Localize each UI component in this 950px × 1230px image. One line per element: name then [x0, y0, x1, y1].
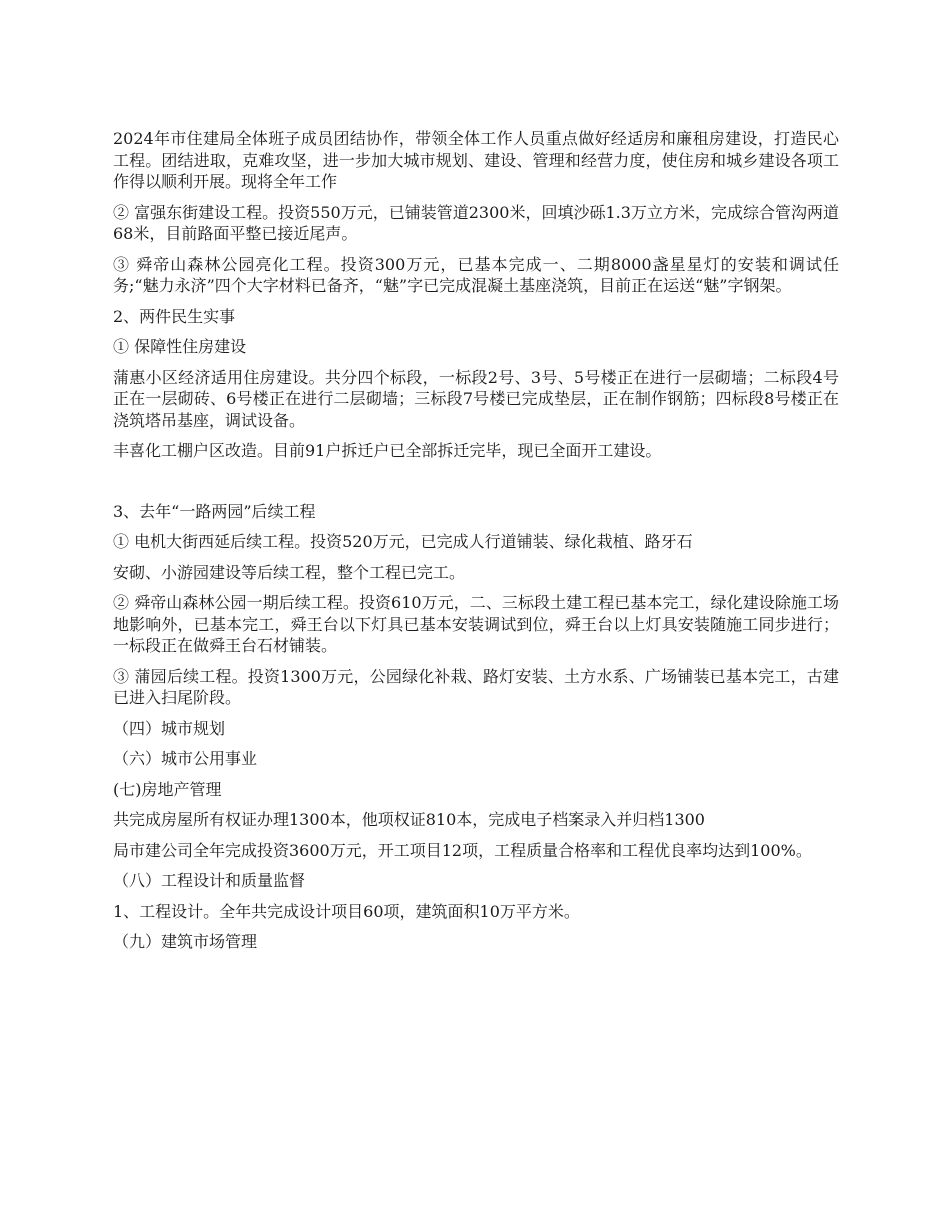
heading-design-quality: （八）工程设计和质量监督	[113, 871, 306, 890]
heading-public-utilities: （六）城市公用事业	[113, 749, 258, 768]
paragraph-construction-company: 局市建公司全年完成投资3600万元，开工项目12项，工程质量合格率和工程优良率均达到100%。	[113, 840, 812, 860]
heading-real-estate: (七)房地产管理	[113, 779, 222, 799]
heading-affordable-housing: ① 保障性住房建设	[113, 337, 247, 356]
paragraph-shundi-phase-one: ② 舜帝山森林公园一期后续工程。投资610万元，二、三标段土建工程已基本完工，绿化建设除施工场地影响外，已基本完工，舜王台以下灯具已基本安装调试到位，舜王台以上灯具安装随施工同步进行；一标段正在做舜王台石材铺装。	[113, 593, 839, 655]
paragraph-dianji-street-continued: 安砌、小游园建设等后续工程，整个工程已完工。	[113, 562, 466, 582]
paragraph-engineering-design: 1、工程设计。全年共完成设计项目60项，建筑面积10万平方米。	[113, 901, 580, 921]
paragraph-fengxi-renovation: 丰喜化工棚户区改造。目前91户拆迁户已全部拆迁完毕，现已全面开工建设。	[113, 441, 662, 460]
blank-line	[113, 471, 839, 501]
paragraph-property-certificates: 共完成房屋所有权证办理1300本，他项权证810本，完成电子档案录入并归档1300	[113, 810, 705, 829]
heading-two-livelihood-projects: 2、两件民生实事	[113, 306, 236, 326]
heading-follow-up-projects: 3、去年“一路两园”后续工程	[113, 501, 316, 521]
paragraph-puhui-community: 蒲惠小区经济适用住房建设。共分四个标段，一标段2号、3号、5号楼正在进行一层砌墙；二标段4号正在一层砌砖、6号楼正在进行二层砌墙；三标段7号楼已完成垫层，正在制作钢筋；四标段8号楼正在浇筑塔吊基座，调试设备。	[113, 367, 839, 430]
heading-construction-market: （九）建筑市场管理	[113, 932, 258, 951]
paragraph-fuqiang-street: ② 富强东街建设工程。投资550万元，已铺装管道2300米，回填沙砾1.3万立方米，完成综合管沟两道68米，目前路面平整已接近尾声。	[113, 202, 839, 243]
paragraph-puyuan: ③ 蒲园后续工程。投资1300万元，公园绿化补栽、路灯安装、土方水系、广场铺装已基本完工，古建已进入扫尾阶段。	[113, 666, 839, 707]
document-body	[113, 128, 839, 962]
paragraph-intro: 2024年市住建局全体班子成员团结协作，带领全体工作人员重点做好经适房和廉租房建设，打造民心工程。团结进取，克难攻坚，进一步加大城市规划、建设、管理和经营力度，使住房和城乡建设各项工作得以顺利开展。现将全年工作	[113, 129, 839, 191]
paragraph-shundi-lighting: ③ 舜帝山森林公园亮化工程。投资300万元，已基本完成一、二期8000盏星星灯的安装和调试任务;“魅力永济”四个大字材料已备齐，“魅”字已完成混凝土基座浇筑，目前正在运送“魅”字钢架。	[113, 254, 839, 295]
heading-urban-planning: （四）城市规划	[113, 718, 226, 738]
paragraph-dianji-street: ① 电机大街西延后续工程。投资520万元，已完成人行道铺装、绿化栽植、路牙石	[113, 532, 693, 551]
